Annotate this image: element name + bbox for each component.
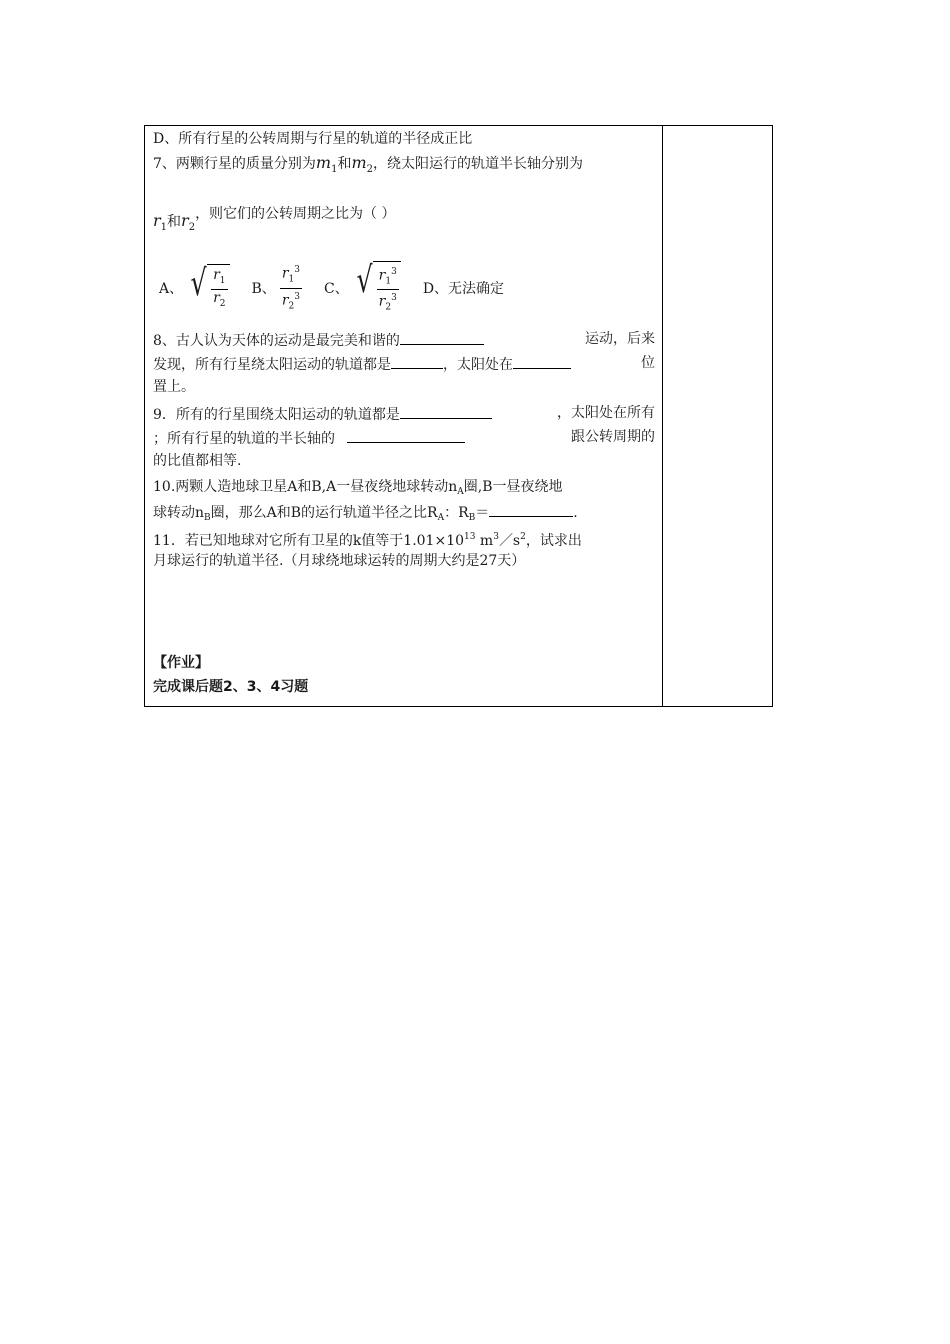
option-c: C、 √ $\frac{r_1^3}{r_2^3}$ xyxy=(324,261,401,316)
option-d-statement: D、所有行星的公转周期与行星的轨道的半径成正比 xyxy=(153,131,473,147)
r1-cubed-over-r2-cubed: $\frac{r_1^3}{r_2^3}$ xyxy=(280,262,302,314)
blank-9a[interactable] xyxy=(400,404,492,419)
question-7-line-2: $r_1$和$r_2$，则它们的公转周期之比为（ ） xyxy=(153,206,396,234)
homework-title: 【作业】 xyxy=(153,655,209,671)
worksheet-table xyxy=(144,125,773,707)
option-d: D、无法确定 xyxy=(422,281,505,297)
question-9-line-3: 的比值都相等. xyxy=(153,453,242,469)
question-11-line-2: 月球运行的轨道半径.（月球绕地球运转的周期大约是27天） xyxy=(153,553,526,569)
blank-8a[interactable] xyxy=(400,330,484,345)
question-9-line-1: 9．所有的行星围绕太阳运动的轨道都是 ，太阳处在所有 xyxy=(153,405,655,423)
option-a: A、 √ $\frac{r_1}{r_2}$ xyxy=(159,264,230,312)
question-8-line-1: 8、古人认为天体的运动是最完美和谐的 运动，后来 xyxy=(153,331,655,349)
blank-10[interactable] xyxy=(489,502,573,517)
blank-8b[interactable] xyxy=(391,354,443,369)
question-10-line-1: 10.两颗人造地球卫星A和B,A一昼夜绕地球转动$n_A$圈,B一昼夜绕地 xyxy=(153,479,563,497)
question-9-line-2: ；所有行星的轨道的半长轴的 跟公转周期的 xyxy=(153,429,655,447)
radius-r1: $r_1$ xyxy=(153,211,168,234)
question-11-line-1: 11．若已知地球对它所有卫星的k值等于$1.01\times 10^{13}$ $m^3/s^2$，试求出 xyxy=(153,532,582,549)
sqrt-r1-cubed-over-r2-cubed: √ $\frac{r_1^3}{r_2^3}$ xyxy=(353,261,401,316)
question-7-line-1: 7、两颗行星的质量分别为$m_1$和$m_2$，绕太阳运行的轨道半长轴分别为 xyxy=(153,153,584,176)
sqrt-r1-over-r2: √ $\frac{r_1}{r_2}$ xyxy=(187,264,229,312)
blank-9b[interactable] xyxy=(347,428,465,443)
mass-m2: $m_2$ xyxy=(351,153,374,176)
blank-8c[interactable] xyxy=(513,354,571,369)
homework-text: 完成课后题2、3、4习题 xyxy=(153,679,309,695)
question-8-line-3: 置上。 xyxy=(153,379,195,395)
question-10-line-2: 球转动$n_B$圈，那么A和B的运行轨道半径之比$R_A$：$R_B=$ . xyxy=(153,502,578,527)
question-8-line-2: 发现，所有行星绕太阳运动的轨道都是 ，太阳处在 位 xyxy=(153,355,655,373)
option-b: B、 $\frac{r_1^3}{r_2^3}$ xyxy=(252,262,302,314)
mass-m1: $m_1$ xyxy=(315,153,338,176)
side-notes-cell xyxy=(663,126,772,706)
question-7-options xyxy=(159,259,526,317)
radius-r2: $r_2$ xyxy=(181,211,196,234)
main-content-cell xyxy=(145,126,663,706)
